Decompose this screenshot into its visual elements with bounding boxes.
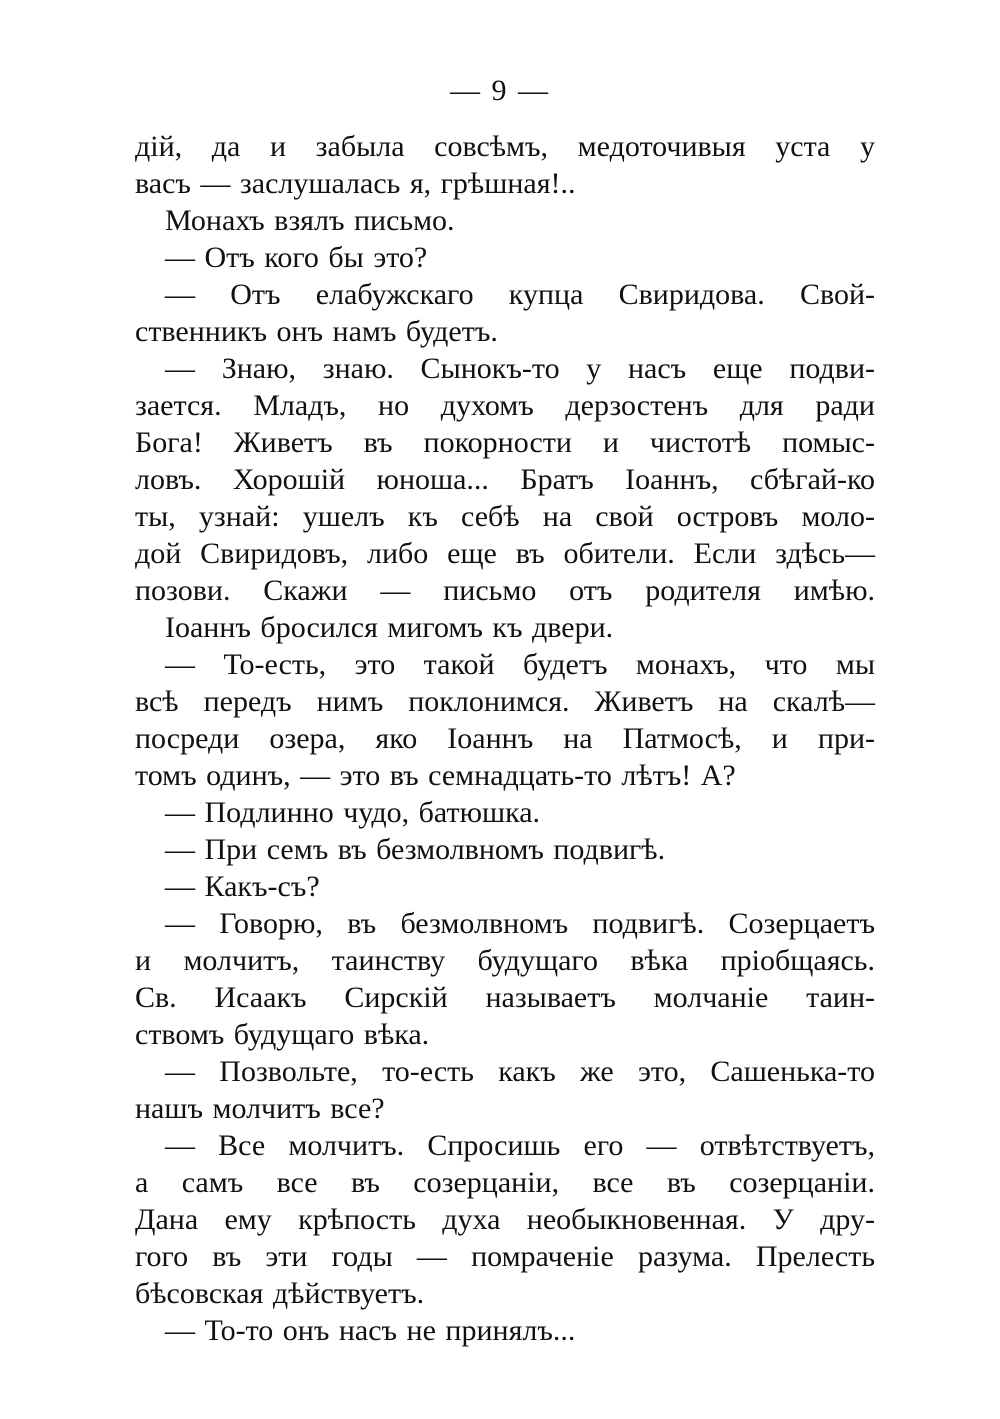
text-line: — Отъ кого бы это? xyxy=(165,241,428,274)
text-line: васъ — заслушалась я, грѣшная!.. xyxy=(135,167,576,200)
text-line: позови. Скажи — письмо отъ родителя имѣю. xyxy=(135,574,875,607)
text-line: томъ одинъ, — это въ семнадцать-то лѣтъ! А? xyxy=(135,759,736,792)
text-line: — То-есть, это такой будетъ монахъ, что мы xyxy=(165,648,875,681)
text-line: — Подлинно чудо, батюшка. xyxy=(165,796,541,829)
text-line: гого въ эти годы — помраченіе разума. Прелесть xyxy=(135,1240,875,1273)
text-line: ловъ. Хорошій юноша... Братъ Іоаннъ, сбѣгай-ко xyxy=(135,463,875,496)
text-line: — То-то онъ насъ не принялъ... xyxy=(165,1314,576,1347)
text-line: ственникъ онъ намъ будетъ. xyxy=(135,315,498,348)
text-line: Дана ему крѣпость духа необыкновенная. У дру- xyxy=(135,1203,875,1236)
text-line: дій, да и забыла совсѣмъ, медоточивыя уста у xyxy=(135,130,875,163)
text-line: — Знаю, знаю. Сынокъ-то у насъ еще подви- xyxy=(165,352,875,385)
text-line: нашъ молчитъ все? xyxy=(135,1092,385,1125)
text-line: зается. Младъ, но духомъ дерзостенъ для ради xyxy=(135,389,875,422)
text-line: Іоаннъ бросился мигомъ къ двери. xyxy=(165,611,614,644)
text-line: ты, узнай: ушелъ къ себѣ на свой островъ моло- xyxy=(135,500,875,533)
page-number: — 9 — xyxy=(450,74,550,107)
text-line: и молчитъ, таинству будущаго вѣка пріобщаясь. xyxy=(135,944,875,977)
text-line: дой Свиридовъ, либо еще въ обители. Если здѣсь— xyxy=(135,537,875,570)
text-line: Монахъ взялъ письмо. xyxy=(165,204,455,237)
text-line: — Позвольте, то-есть какъ же это, Сашенька-то xyxy=(165,1055,875,1088)
text-line: — Отъ елабужскаго купца Свиридова. Свой- xyxy=(165,278,875,311)
text-line: бѣсовская дѣйствуетъ. xyxy=(135,1277,425,1310)
text-line: — Какъ-съ? xyxy=(165,870,320,903)
text-line: Бога! Живетъ въ покорности и чистотѣ помыс- xyxy=(135,426,875,459)
page-text xyxy=(135,128,875,1349)
text-line: посреди озера, яко Іоаннъ на Патмосѣ, и при- xyxy=(135,722,875,755)
text-line: а самъ все въ созерцаніи, все въ созерцаніи. xyxy=(135,1166,875,1199)
text-line: ствомъ будущаго вѣка. xyxy=(135,1018,430,1051)
text-line: всѣ передъ нимъ поклонимся. Живетъ на скалѣ— xyxy=(135,685,875,718)
text-line: Св. Исаакъ Сирскій называетъ молчаніе таин- xyxy=(135,981,875,1014)
text-line: — Все молчитъ. Спросишь его — отвѣтствуетъ, xyxy=(165,1129,875,1162)
text-line: — Говорю, въ безмолвномъ подвигѣ. Созерцаетъ xyxy=(165,907,875,940)
text-line: — При семъ въ безмолвномъ подвигѣ. xyxy=(165,833,666,866)
